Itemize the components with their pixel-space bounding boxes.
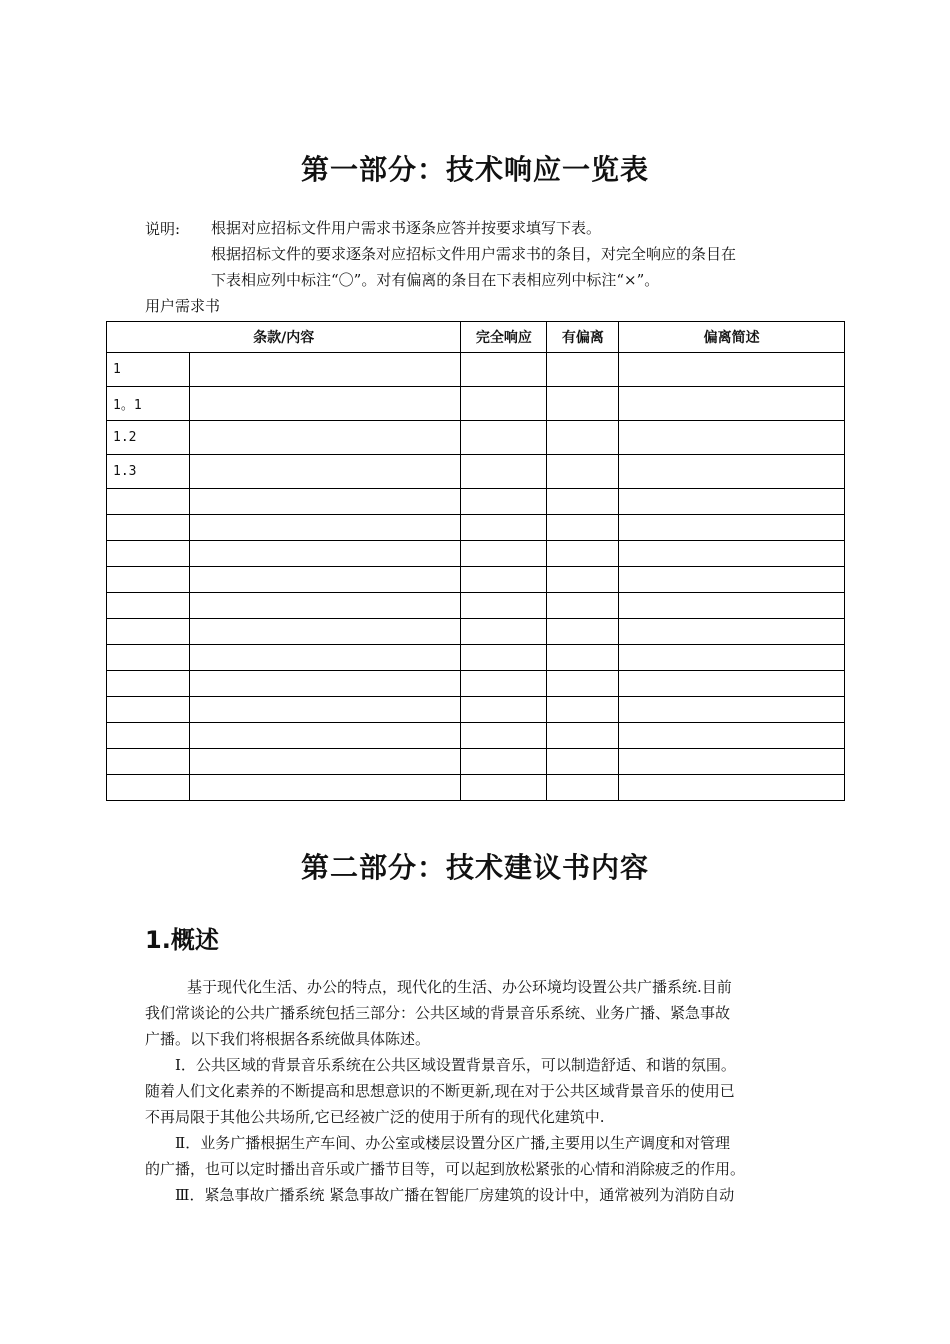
deviation-summary-cell[interactable] bbox=[619, 749, 845, 775]
content-cell[interactable] bbox=[189, 353, 461, 387]
paragraph-line: 的广播，也可以定时播出音乐或广播节目等，可以起到放松紧张的心情和消除疲乏的作用。 bbox=[145, 1160, 746, 1178]
deviation-cell[interactable] bbox=[547, 697, 619, 723]
header-deviation-summary: 偏离简述 bbox=[619, 322, 845, 353]
deviation-cell[interactable] bbox=[547, 489, 619, 515]
deviation-cell[interactable] bbox=[547, 541, 619, 567]
deviation-summary-cell[interactable] bbox=[619, 671, 845, 697]
deviation-cell[interactable] bbox=[547, 723, 619, 749]
deviation-summary-cell[interactable] bbox=[619, 723, 845, 749]
full-response-cell[interactable] bbox=[461, 515, 547, 541]
row-number bbox=[107, 515, 190, 541]
full-response-cell[interactable] bbox=[461, 723, 547, 749]
table-row bbox=[107, 489, 845, 515]
table-row bbox=[107, 775, 845, 801]
deviation-summary-cell[interactable] bbox=[619, 515, 845, 541]
paragraph-line: 广播。以下我们将根据各系统做具体陈述。 bbox=[145, 1030, 431, 1048]
header-deviation: 有偏离 bbox=[547, 322, 619, 353]
deviation-cell[interactable] bbox=[547, 515, 619, 541]
table-row bbox=[107, 749, 845, 775]
row-number: 1.2 bbox=[107, 421, 190, 455]
content-cell[interactable] bbox=[189, 541, 461, 567]
note-label: 说明: bbox=[145, 220, 181, 238]
full-response-cell[interactable] bbox=[461, 775, 547, 801]
full-response-cell[interactable] bbox=[461, 593, 547, 619]
content-cell[interactable] bbox=[189, 515, 461, 541]
content-cell[interactable] bbox=[189, 567, 461, 593]
deviation-summary-cell[interactable] bbox=[619, 697, 845, 723]
row-number bbox=[107, 593, 190, 619]
header-clause-content: 条款/内容 bbox=[107, 322, 461, 353]
row-number bbox=[107, 749, 190, 775]
deviation-summary-cell[interactable] bbox=[619, 421, 845, 455]
table-row bbox=[107, 541, 845, 567]
table-caption: 用户需求书 bbox=[145, 297, 221, 315]
deviation-summary-cell[interactable] bbox=[619, 455, 845, 489]
content-cell[interactable] bbox=[189, 421, 461, 455]
table-row bbox=[107, 645, 845, 671]
deviation-cell[interactable] bbox=[547, 671, 619, 697]
row-number: 1.3 bbox=[107, 455, 190, 489]
table-row bbox=[107, 353, 845, 387]
paragraph-line: 基于现代化生活、办公的特点，现代化的生活、办公环境均设置公共广播系统.目前 bbox=[187, 978, 732, 996]
header-full-response: 完全响应 bbox=[461, 322, 547, 353]
paragraph-line: 不再局限于其他公共场所,它已经被广泛的使用于所有的现代化建筑中. bbox=[145, 1108, 605, 1126]
row-number bbox=[107, 775, 190, 801]
row-number bbox=[107, 619, 190, 645]
row-number bbox=[107, 567, 190, 593]
deviation-cell[interactable] bbox=[547, 567, 619, 593]
table-row bbox=[107, 387, 845, 421]
table-row bbox=[107, 421, 845, 455]
full-response-cell[interactable] bbox=[461, 455, 547, 489]
deviation-summary-cell[interactable] bbox=[619, 593, 845, 619]
response-table bbox=[106, 321, 845, 801]
paragraph-line: 我们常谈论的公共广播系统包括三部分：公共区域的背景音乐系统、业务广播、紧急事故 bbox=[145, 1004, 731, 1022]
deviation-cell[interactable] bbox=[547, 749, 619, 775]
deviation-cell[interactable] bbox=[547, 775, 619, 801]
content-cell[interactable] bbox=[189, 723, 461, 749]
table-row bbox=[107, 567, 845, 593]
table-row bbox=[107, 593, 845, 619]
paragraph-line: 随着人们文化素养的不断提高和思想意识的不断更新,现在对于公共区域背景音乐的使用已 bbox=[145, 1082, 735, 1100]
note-line: 根据对应招标文件用户需求书逐条应答并按要求填写下表。 bbox=[211, 219, 602, 237]
content-cell[interactable] bbox=[189, 489, 461, 515]
deviation-summary-cell[interactable] bbox=[619, 541, 845, 567]
full-response-cell[interactable] bbox=[461, 645, 547, 671]
paragraph-line: Ⅲ．紧急事故广播系统 紧急事故广播在智能厂房建筑的设计中，通常被列为消防自动 bbox=[175, 1186, 735, 1204]
table-row bbox=[107, 455, 845, 489]
note-line: 根据招标文件的要求逐条对应招标文件用户需求书的条目，对完全响应的条目在 bbox=[211, 245, 737, 263]
deviation-cell[interactable] bbox=[547, 421, 619, 455]
table-row bbox=[107, 671, 845, 697]
deviation-summary-cell[interactable] bbox=[619, 645, 845, 671]
row-number bbox=[107, 697, 190, 723]
deviation-cell[interactable] bbox=[547, 619, 619, 645]
full-response-cell[interactable] bbox=[461, 353, 547, 387]
row-number bbox=[107, 489, 190, 515]
row-number bbox=[107, 541, 190, 567]
table-header-row bbox=[107, 322, 845, 353]
paragraph-line: Ⅰ．公共区域的背景音乐系统在公共区域设置背景音乐，可以制造舒适、和谐的氛围。 bbox=[175, 1056, 736, 1074]
full-response-cell[interactable] bbox=[461, 387, 547, 421]
table-row bbox=[107, 723, 845, 749]
deviation-summary-cell[interactable] bbox=[619, 619, 845, 645]
deviation-cell[interactable] bbox=[547, 387, 619, 421]
section-heading: 1.概述 bbox=[145, 926, 219, 954]
full-response-cell[interactable] bbox=[461, 567, 547, 593]
deviation-summary-cell[interactable] bbox=[619, 387, 845, 421]
deviation-summary-cell[interactable] bbox=[619, 567, 845, 593]
table-row bbox=[107, 515, 845, 541]
full-response-cell[interactable] bbox=[461, 697, 547, 723]
part2-title: 第二部分：技术建议书内容 bbox=[300, 851, 649, 884]
deviation-summary-cell[interactable] bbox=[619, 489, 845, 515]
full-response-cell[interactable] bbox=[461, 749, 547, 775]
deviation-cell[interactable] bbox=[547, 353, 619, 387]
note-line: 下表相应列中标注“〇”。对有偏离的条目在下表相应列中标注“×”。 bbox=[211, 271, 660, 289]
deviation-cell[interactable] bbox=[547, 593, 619, 619]
deviation-summary-cell[interactable] bbox=[619, 775, 845, 801]
table-row bbox=[107, 697, 845, 723]
row-number bbox=[107, 671, 190, 697]
content-cell[interactable] bbox=[189, 593, 461, 619]
row-number bbox=[107, 645, 190, 671]
content-cell[interactable] bbox=[189, 387, 461, 421]
content-cell[interactable] bbox=[189, 619, 461, 645]
full-response-cell[interactable] bbox=[461, 671, 547, 697]
row-number: 1。1 bbox=[107, 387, 190, 421]
part1-title: 第一部分：技术响应一览表 bbox=[300, 153, 649, 186]
full-response-cell[interactable] bbox=[461, 619, 547, 645]
content-cell[interactable] bbox=[189, 455, 461, 489]
deviation-cell[interactable] bbox=[547, 645, 619, 671]
deviation-cell[interactable] bbox=[547, 455, 619, 489]
row-number: 1 bbox=[107, 353, 190, 387]
table-row bbox=[107, 619, 845, 645]
full-response-cell[interactable] bbox=[461, 489, 547, 515]
content-cell[interactable] bbox=[189, 775, 461, 801]
row-number bbox=[107, 723, 190, 749]
full-response-cell[interactable] bbox=[461, 541, 547, 567]
content-cell[interactable] bbox=[189, 697, 461, 723]
content-cell[interactable] bbox=[189, 645, 461, 671]
content-cell[interactable] bbox=[189, 671, 461, 697]
deviation-summary-cell[interactable] bbox=[619, 353, 845, 387]
content-cell[interactable] bbox=[189, 749, 461, 775]
full-response-cell[interactable] bbox=[461, 421, 547, 455]
paragraph-line: Ⅱ．业务广播根据生产车间、办公室或楼层设置分区广播,主要用以生产调度和对管理 bbox=[175, 1134, 730, 1152]
